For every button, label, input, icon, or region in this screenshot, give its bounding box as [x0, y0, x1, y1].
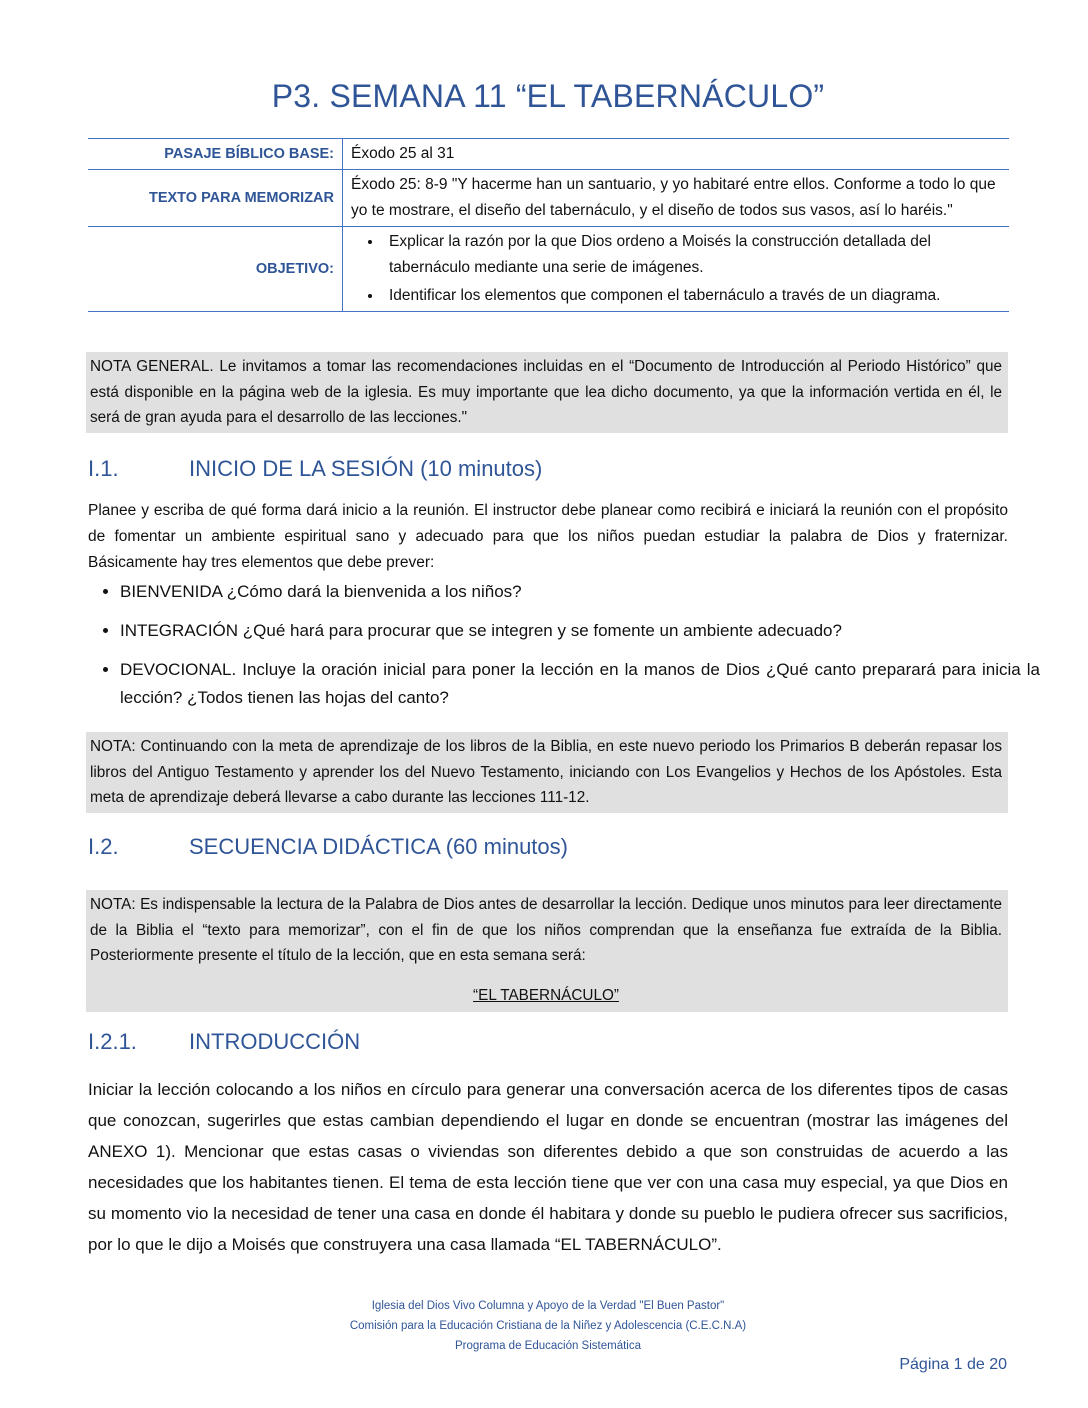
footer-line: Iglesia del Dios Vivo Columna y Apoyo de la Verdad "El Buen Pastor" [371, 1300, 725, 1312]
section-heading [88, 834, 568, 860]
nota-general: NOTA GENERAL. Le invitamos a tomar las recomendaciones incluidas en el “Documento de Introducción al Periodo Histórico” que está disponible en la página web de la iglesia. Es muy importante que lea dicho documento, ya que la información vertida en él, le será de gran ayuda para el desarrollo de las lecciones." [86, 352, 1008, 433]
section-title: INTRODUCCIÓN [189, 1029, 361, 1054]
section-title: SECUENCIA DIDÁCTICA (60 minutos) [189, 834, 568, 859]
texto-row [88, 170, 1009, 227]
list-item: • DEVOCIONAL. Incluye la oración inicial para poner la lección en la manos de Dios ¿Qué canto preparará para inicia la lección? ¿Todos tienen las hojas del canto? [120, 656, 1040, 712]
footer-line: Comisión para la Educación Cristiana de la Niñez y Adolescencia (C.E.C.N.A) [349, 1320, 747, 1332]
pasaje-label: PASAJE BÍBLICO BASE: [88, 139, 343, 170]
lesson-info-table [88, 138, 1009, 312]
texto-label: TEXTO PARA MEMORIZAR [88, 170, 343, 227]
list-item: • INTEGRACIÓN ¿Qué hará para procurar que se integren y se fomente un ambiente adecuado? [120, 617, 1040, 645]
objetivo-list [351, 229, 1001, 309]
section-heading [88, 1029, 360, 1055]
section-heading [88, 456, 542, 482]
objetivo-item: • Explicar la razón por la que Dios ordeno a Moisés la construcción detallada del tabernáculo mediante una serie de imágenes. [383, 229, 1001, 281]
footer-line: Programa de Educación Sistemática [454, 1340, 641, 1352]
pasaje-row [88, 139, 1009, 170]
section-number: I.1. [88, 456, 119, 481]
pasaje-value: Éxodo 25 al 31 [343, 139, 1010, 170]
section-number: I.2. [88, 834, 119, 859]
nota-text: NOTA: Es indispensable la lectura de la Palabra de Dios antes de desarrollar la lección. Dedique unos minutos para leer directamente de la Biblia el “texto para memorizar”, con el fin de que los niños comprendan que la enseñanza fue extraída de la Biblia. Posteriormente presente el título de la lección, que en esta semana será: [90, 896, 1002, 964]
objetivo-label: OBJETIVO: [88, 227, 343, 312]
section-number: I.2.1. [88, 1029, 137, 1054]
objetivo-item: • Identificar los elementos que componen el tabernáculo a través de un diagrama. [383, 283, 1001, 309]
objetivo-row [88, 227, 1009, 312]
document-title: P3. SEMANA 11 “EL TABERNÁCULO” [271, 78, 825, 114]
nota-libros: NOTA: Continuando con la meta de aprendizaje de los libros de la Biblia, en este nuevo periodo los Primarios B deberán repasar los libros del Antiguo Testamento y aprender los del Nuevo Testamento, iniciando con Los Evangelios y Hechos de los Apóstoles. Esta meta de aprendizaje deberá llevarse a cabo durante las lecciones 111-12. [86, 732, 1008, 813]
bullet-list [88, 578, 1040, 723]
section-title: INICIO DE LA SESIÓN (10 minutos) [189, 456, 543, 481]
texto-value: Éxodo 25: 8-9 "Y hacerme han un santuario, y yo habitaré entre ellos. Conforme a todo lo que yo te mostrare, el diseño del tabernáculo, y el diseño de todos sus vasos, así lo haréis." [343, 170, 1010, 227]
page-footer [88, 1296, 1008, 1356]
lesson-title: “EL TABERNÁCULO” [473, 986, 619, 1004]
nota-lectura [86, 890, 1008, 1012]
introduccion-paragraph: Iniciar la lección colocando a los niños en círculo para generar una conversación acerca de los diferentes tipos de casas que conozcan, sugerirles que estas cambian dependiendo el lugar en donde se encuentran (mostrar las imágenes del ANEXO 1). Mencionar que estas casas o viviendas son diferentes debido a que son construidas de acuerdo a las necesidades que los habitantes tienen. El tema de esta lección tiene que ver con una casa muy especial, ya que Dios en su momento vio la necesidad de tener una casa en donde él habitara y donde su pueblo le pudiera ofrecer sus sacrificios, por lo que le dijo a Moisés que construyera una casa llamada “EL TABERNÁCULO”. [88, 1080, 1008, 1254]
page-number: Página 1 de 20 [899, 1356, 1007, 1373]
section-paragraph: Planee y escriba de qué forma dará inicio a la reunión. El instructor debe planear como recibirá e iniciará la reunión con el propósito de fomentar un ambiente espiritual sano y adecuado para que los niños puedan estudiar la palabra de Dios y fraternizar. Básicamente hay tres elementos que debe prever: [88, 502, 1008, 571]
list-item: • BIENVENIDA ¿Cómo dará la bienvenida a los niños? [120, 578, 1040, 606]
